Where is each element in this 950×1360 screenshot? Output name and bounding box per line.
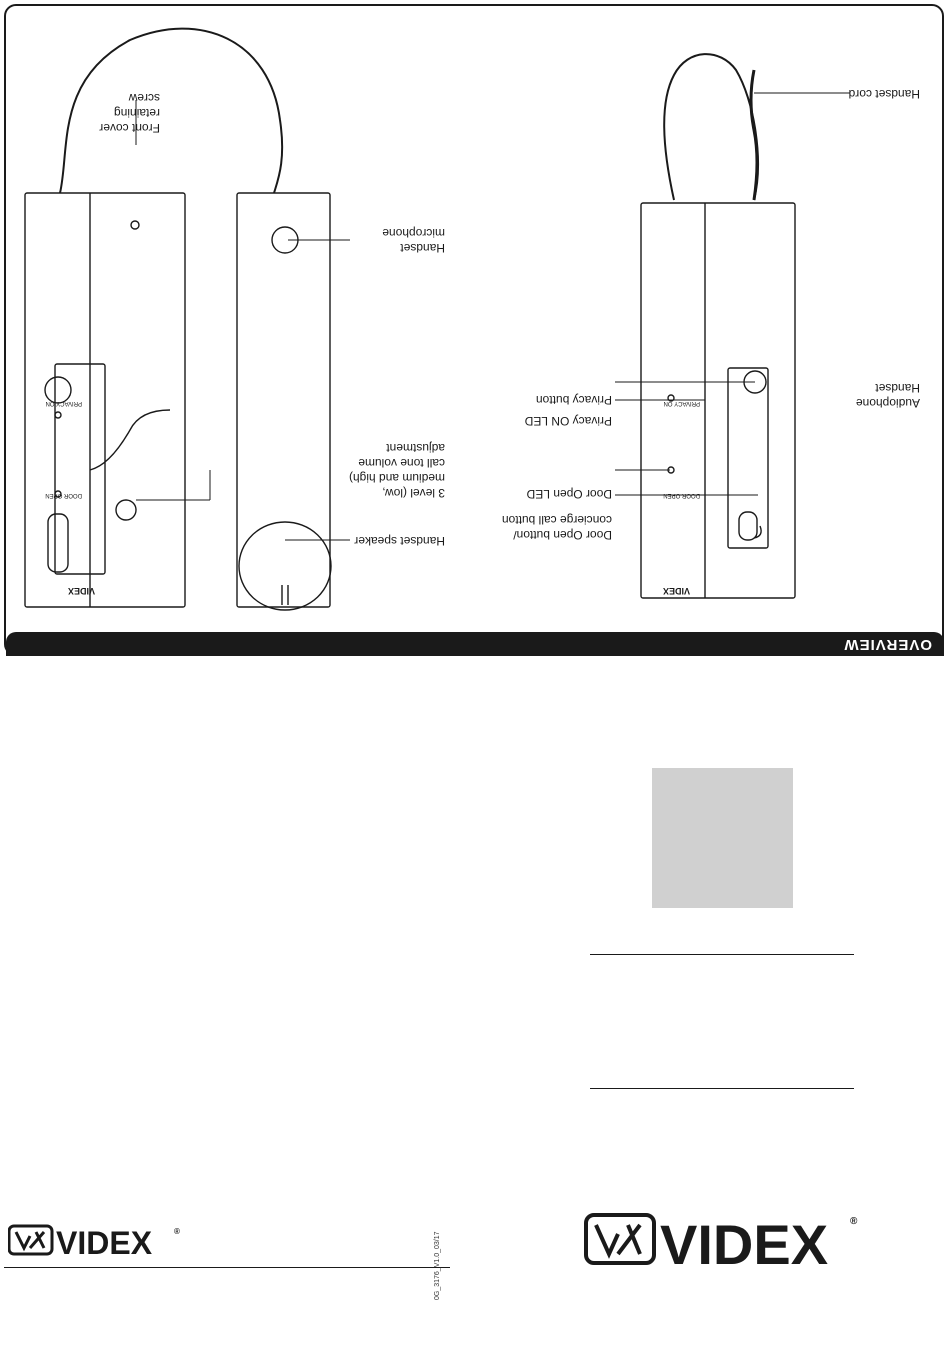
- svg-text:VIDEX: VIDEX: [56, 1225, 153, 1260]
- device-privacy-text-2: PRIVACY ON: [663, 400, 700, 406]
- label-handset-microphone: Handset microphone: [382, 226, 445, 255]
- svg-text:®: ®: [174, 1227, 180, 1236]
- label-front-cover-screw: Front cover retaining screw: [99, 91, 160, 135]
- footer-divider: [4, 1267, 450, 1268]
- handset-back-view: [237, 193, 331, 610]
- svg-text:®: ®: [850, 1216, 858, 1227]
- device-brand-label: VIDEX: [67, 586, 95, 596]
- handset-cord-left: [60, 29, 282, 193]
- svg-text:VIDEX: VIDEX: [660, 1213, 829, 1270]
- document-code: 0G_3176_V1.0_03/17: [434, 1231, 441, 1300]
- label-volume-adjustment: 3 level (low, medium and high) call tone volume adjustment: [348, 441, 445, 500]
- videx-logo-small: [8, 1220, 188, 1260]
- leader-lines: [136, 93, 850, 540]
- label-privacy-led: Privacy ON LED: [524, 414, 612, 428]
- label-handset-speaker: Handset speaker: [354, 534, 445, 548]
- device-door-text-2: DOOR OPEN: [663, 492, 700, 498]
- label-door-open-button: Door Open button/ concierge call button: [501, 513, 612, 542]
- label-privacy-button: Privacy button: [535, 393, 612, 407]
- videx-logo-large: [584, 1210, 864, 1270]
- label-handset-cord: Handset cord: [848, 87, 920, 101]
- device-privacy-text: PRIVACY ON: [45, 400, 82, 406]
- label-door-open-led: Door Open LED: [526, 487, 612, 501]
- placeholder-grey-box: [652, 768, 793, 908]
- label-audiophone-handset: Audiophone Handset: [855, 381, 920, 410]
- device-brand-label-2: VIDEX: [662, 586, 690, 596]
- divider-line-top: [590, 954, 854, 955]
- divider-line-bottom: [590, 1088, 854, 1089]
- section-title: OVERVIEW: [843, 636, 932, 653]
- handset-cord-right: [664, 54, 758, 200]
- device-door-text: DOOR OPEN: [45, 492, 82, 498]
- intercom-closed-view: [641, 70, 795, 598]
- overview-rotated-content: [0, 0, 950, 660]
